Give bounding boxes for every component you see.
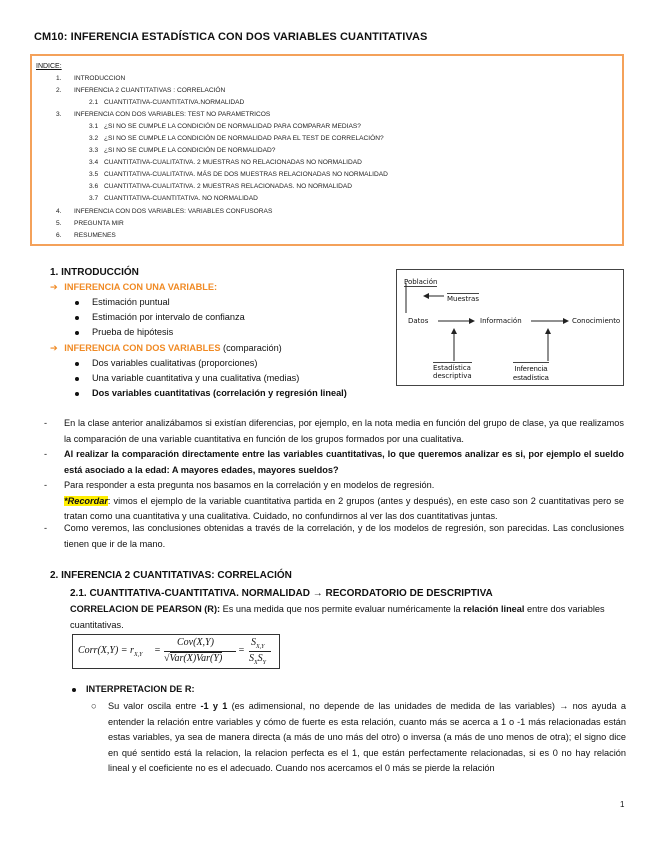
recordar-highlight: *Recordar — [64, 495, 108, 506]
list-item: Dos variables cuantitativas (correlación y regresión lineal) — [92, 388, 347, 398]
index-item: 3.7 CUANTITATIVA-CUANTITATIVA. NO NORMALIDAD — [89, 195, 258, 202]
index-item: 2. INFERENCIA 2 CUANTITATIVAS : CORRELACIÓN — [56, 87, 226, 94]
index-item: 3.4 CUANTITATIVA-CUALITATIVA. 2 MUESTRAS NO RELACIONADAS NO NORMALIDAD — [89, 159, 362, 166]
list-item: Dos variables cualitativas (proporciones) — [92, 358, 257, 368]
index-item: 5. PREGUNTA MIR — [56, 220, 124, 227]
formula-lhs: Corr(X,Y) = $r_{X,Y}$ — [78, 645, 143, 658]
formula-eq: = — [154, 645, 161, 656]
index-item: 3.1 ¿SI NO SE CUMPLE LA CONDICIÓN DE NORMALIDAD PARA COMPARAR MEDIAS? — [89, 123, 361, 130]
paragraph-4: - Como veremos, las conclusiones obtenidas a través de la correlación, y de los modelos de regresión, son parecidas. Las conclusiones tienen que ir de la mano. — [44, 523, 624, 549]
arrow-icon: ➔ — [50, 343, 58, 353]
index-item: 4. INFERENCIA CON DOS VARIABLES: VARIABLES CONFUSORAS — [56, 208, 273, 215]
page-number: 1 — [620, 800, 625, 809]
diagram-conocimiento: Conocimiento — [572, 317, 621, 325]
list-item: Prueba de hipótesis — [92, 327, 173, 337]
index-item: 1. INTRODUCCION — [56, 75, 126, 82]
diagram-informacion: Información — [480, 317, 522, 325]
list-item: Estimación puntual — [92, 297, 170, 307]
index-item: 2.1 CUANTITATIVA-CUANTITATIVA.NORMALIDAD — [89, 99, 245, 106]
index-item: 3. INFERENCIA CON DOS VARIABLES: TEST NO PARAMETRICOS — [56, 111, 271, 118]
formula-num2: $S_{X,Y}$ — [251, 637, 265, 650]
arrow-icon: ➔ — [50, 282, 58, 292]
fraction-bar-2 — [249, 651, 271, 652]
index-item: 3.6 CUANTITATIVA-CUALITATIVA. 2 MUESTRAS RELACIONADAS. NO NORMALIDAD — [89, 183, 353, 190]
diagram-estadistica: Estadística descriptiva — [433, 364, 472, 380]
formula-eq2: = — [238, 645, 245, 656]
one-variable-heading: ➔ INFERENCIA CON UNA VARIABLE: — [50, 282, 218, 292]
index-item: 3.3 ¿SI NO SE CUMPLE LA CONDICIÓN DE NORMALIDAD? — [89, 147, 276, 154]
paragraph-1: - En la clase anterior analizábamos si existían diferencias, por ejemplo, en la nota media en función del grupo de clase, ya que realizamos la comparación de una variable cuantitativa en función de los grupos formados por una cualitativa. — [44, 418, 624, 444]
interpretacion-text: ○ Su valor oscila entre -1 y 1 (es adimensional, no depende de las unidades de medida de las variables) → nos ayuda a entender la relación entre variables y cómo de fuerte es esta relación, cuanto más se acerca a 1 o -1 más relacionadas están estas variables, ya sea de manera directa (a más de uno más del otro) o inversa (a más de uno menos de otra); el signo dice en qué sentido está la relacion, la relacion perfecta es el 1, que están perfectamente relacionadas, si es 0 no hay relación lineal y el coeficiente no es el adecuado. Cuando nos acercamos el 0 más se pierde la relación — [91, 701, 627, 773]
pearson-definition: CORRELACION DE PEARSON (R): Es una medida que nos permite evaluar numéricamente la relación lineal entre dos variables cuantitativas. — [70, 604, 605, 630]
paragraph-3: - Para responder a esta pregunta nos basamos en la correlación y en modelos de regresión. *Recordar: vimos el ejemplo de la variable cuantitativa partida en 2 grupos (antes y después), en este caso son 2 cuantitativas pero se tratan como una cuantitativa y una cualitativa. Cuidado, no confundirnos al ver las dos cuantitativas juntas. — [44, 480, 624, 521]
formula-num: Cov(X,Y) — [177, 637, 214, 648]
formula-den2: $S_XS_Y$ — [249, 653, 267, 666]
section-1-heading: 1. INTRODUCCIÓN — [50, 267, 139, 278]
interpretacion-heading: INTERPRETACION DE R: — [86, 684, 195, 694]
diagram-arrows — [396, 269, 624, 386]
diagram-inferencia: Inferencia estadística — [513, 364, 549, 382]
section-2-1-heading: 2.1. CUANTITATIVA-CUANTITATIVA. NORMALIDAD → RECORDATORIO DE DESCRIPTIVA — [70, 588, 493, 599]
list-item: Una variable cuantitativa y una cualitativa (medias) — [92, 373, 299, 383]
index-item: 3.2 ¿SI NO SE CUMPLE LA CONDICIÓN DE NORMALIDAD PARA EL TEST DE CORRELACIÓN? — [89, 135, 384, 142]
index-label: INDICE: — [36, 63, 62, 70]
diagram-datos: Datos — [408, 317, 429, 325]
two-variables-heading: ➔ INFERENCIA CON DOS VARIABLES (comparación) — [50, 343, 282, 353]
index-item: 3.5 CUANTITATIVA-CUALITATIVA. MÁS DE DOS MUESTRAS RELACIONADAS NO NORMALIDAD — [89, 171, 388, 178]
list-item: Estimación por intervalo de confianza — [92, 312, 245, 322]
formula-den: √Var(X)Var(Y) — [164, 653, 223, 664]
index-item: 6. RESUMENES — [56, 232, 116, 239]
page-title: CM10: INFERENCIA ESTADÍSTICA CON DOS VARIABLES CUANTITATIVAS — [34, 31, 428, 43]
diagram-muestras: Muestras — [447, 295, 479, 303]
diagram-poblacion: Población — [404, 278, 438, 286]
paragraph-2: - Al realizar la comparación directamente entre las variables cuantitativas, lo que queremos analizar es si, por ejemplo el sueldo está asociado a la edad: A mayores edades, mayores sueldos? — [44, 449, 624, 475]
section-2-heading: 2. INFERENCIA 2 CUANTITATIVAS: CORRELACIÓN — [50, 570, 292, 581]
